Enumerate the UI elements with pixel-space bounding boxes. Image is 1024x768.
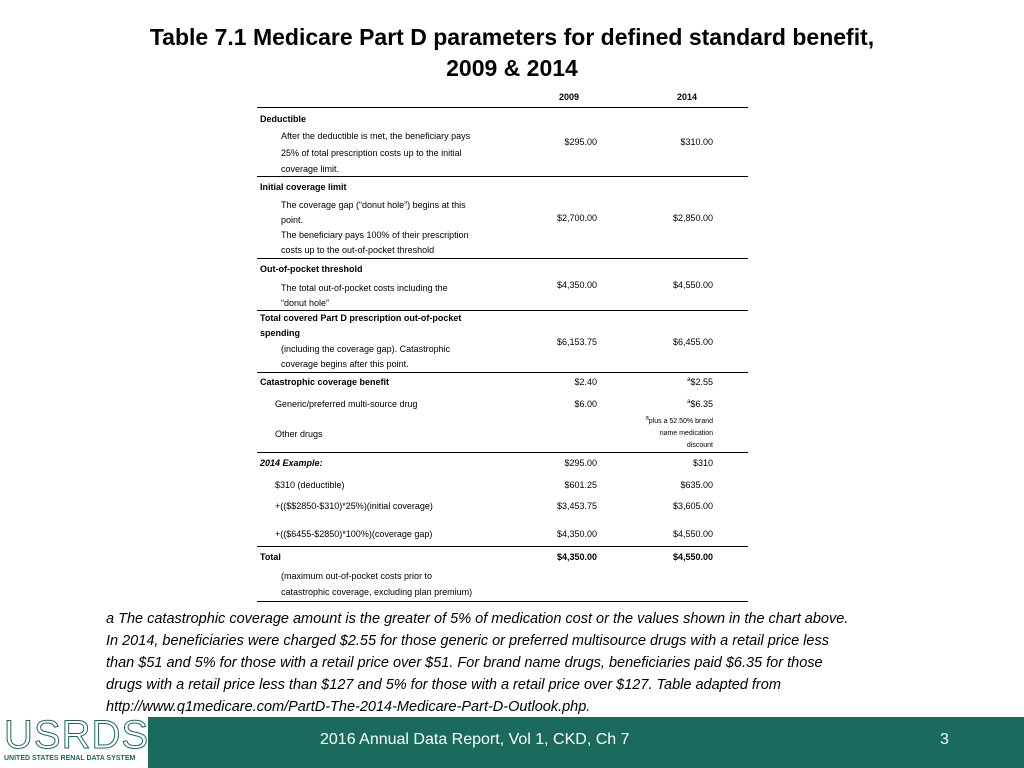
generic-2009: $6.00	[574, 399, 597, 409]
other-note-sup: a	[645, 415, 649, 422]
example-2014: $310	[692, 458, 713, 468]
deductible-desc-3: coverage limit.	[281, 164, 340, 174]
example-row-3-2014: $4,550.00	[672, 529, 713, 539]
example-row-1-label: $310 (deductible)	[275, 480, 345, 490]
logo-text: USRDS	[4, 713, 150, 757]
logo-subtitle: UNITED STATES RENAL DATA SYSTEM	[4, 755, 136, 762]
initial-header: Initial coverage limit	[260, 182, 347, 192]
footnote	[106, 608, 918, 718]
total-desc-1: (maximum out-of-pocket costs prior to	[281, 571, 433, 581]
rule-1	[257, 176, 748, 177]
deductible-desc-1: After the deductible is met, the beneficiary pays	[281, 131, 471, 141]
example-row-2-2009: $3,453.75	[556, 501, 597, 511]
oop-2014: $4,550.00	[672, 280, 713, 290]
catastrophic-header: Catastrophic coverage benefit	[260, 377, 390, 387]
other-note-2: name medication	[659, 430, 713, 437]
total-2014: $4,550.00	[672, 552, 713, 562]
oop-desc-2: “donut hole”	[281, 298, 330, 308]
rule-7	[257, 601, 748, 602]
total-covered-header-2: spending	[260, 328, 300, 338]
deductible-2014: $310.00	[680, 137, 713, 147]
total-covered-desc-1: (including the coverage gap). Catastrophic	[281, 344, 451, 354]
footer-caption: 2016 Annual Data Report, Vol 1, CKD, Ch 7	[320, 731, 630, 748]
col-header-2014: 2014	[677, 92, 698, 102]
catastrophic-2009: $2.40	[574, 377, 597, 387]
rule-4	[257, 372, 748, 373]
oop-2009: $4,350.00	[556, 280, 597, 290]
rule-6	[257, 546, 748, 547]
catastrophic-2014: $2.55	[690, 377, 713, 387]
initial-2009: $2,700.00	[556, 213, 597, 223]
total-covered-header-1: Total covered Part D prescription out-of-pocket	[260, 313, 462, 323]
total-covered-2014: $6,455.00	[672, 337, 713, 347]
footnote-line-1: a The catastrophic coverage amount is the greater of 5% of medication cost or the values shown in the chart above.	[106, 611, 849, 627]
initial-desc-4: costs up to the out-of-pocket threshold	[281, 245, 435, 255]
example-row-2-2014: $3,605.00	[672, 501, 713, 511]
footer-bar	[0, 713, 1024, 768]
other-note-1-cell	[633, 416, 713, 427]
example-row-1-2014: $635.00	[680, 480, 713, 490]
generic-2014: $6.35	[690, 399, 713, 409]
oop-desc-1: The total out-of-pocket costs including the	[281, 283, 448, 293]
deductible-header: Deductible	[260, 114, 307, 124]
other-note-3: discount	[686, 442, 713, 449]
usrds-logo	[0, 713, 150, 768]
rule-2	[257, 258, 748, 259]
col-header-2009: 2009	[559, 92, 580, 102]
deductible-desc-2: 25% of total prescription costs up to the initial	[281, 148, 462, 158]
initial-desc-2: point.	[281, 215, 304, 225]
generic-label: Generic/preferred multi-source drug	[275, 399, 418, 409]
title-line-2: 2009 & 2014	[446, 55, 578, 81]
header-rule	[257, 107, 748, 108]
footnote-line-4: drugs with a retail price less than $127 and 5% for those with a retail price over $127. Table adapted from	[106, 677, 781, 693]
initial-desc-1: The coverage gap (“donut hole”) begins at this	[281, 200, 466, 210]
total-2009: $4,350.00	[556, 552, 597, 562]
total-desc-2: catastrophic coverage, excluding plan premium)	[281, 587, 473, 597]
total-covered-2009: $6,153.75	[556, 337, 597, 347]
footnote-line-3: than $51 and 5% for those with a retail price over $51. For brand name drugs, beneficiaries paid $6.35 for those	[106, 655, 823, 671]
example-2009: $295.00	[564, 458, 597, 468]
deductible-2009: $295.00	[564, 137, 597, 147]
example-header: 2014 Example:	[260, 458, 323, 468]
other-drugs-label: Other drugs	[275, 429, 323, 439]
total-label: Total	[260, 552, 281, 562]
total-covered-desc-2: coverage begins after this point.	[281, 359, 409, 369]
example-row-1-2009: $601.25	[564, 480, 597, 490]
footnote-line-5: http://www.q1medicare.com/PartD-The-2014-Medicare-Part-D-Outlook.php.	[106, 699, 591, 715]
initial-2014: $2,850.00	[672, 213, 713, 223]
title-line-1: Table 7.1 Medicare Part D parameters for defined standard benefit,	[149, 24, 875, 50]
catastrophic-2014-cell	[633, 375, 713, 390]
page-number: 3	[940, 731, 949, 748]
catastrophic-2014-sup: a	[687, 377, 691, 383]
other-note-1: plus a 52.50% brand	[648, 418, 713, 425]
example-row-3-label: +(($6455-$2850)*100%)(coverage gap)	[275, 529, 433, 539]
generic-2014-cell	[633, 397, 713, 412]
example-row-2-label: +(($$2850-$310)*25%)(initial coverage)	[275, 501, 433, 511]
generic-2014-sup: a	[687, 399, 691, 405]
rule-5	[257, 452, 748, 453]
oop-header: Out-of-pocket threshold	[260, 264, 363, 274]
initial-desc-3: The beneficiary pays 100% of their prescription	[281, 230, 469, 240]
footnote-line-2: In 2014, beneficiaries were charged $2.55 for those generic or preferred multisource drugs with a retail price less	[106, 633, 829, 649]
example-row-3-2009: $4,350.00	[556, 529, 597, 539]
